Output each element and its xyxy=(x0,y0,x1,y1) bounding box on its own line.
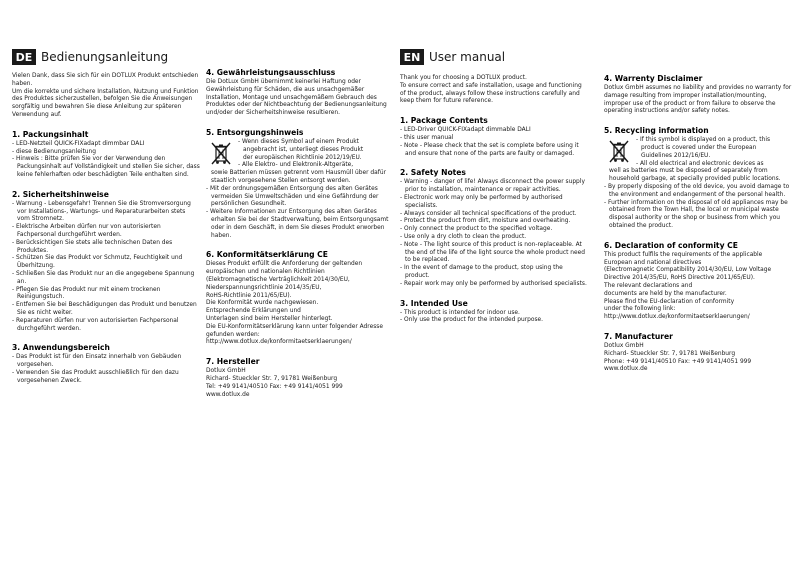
de-column-2 xyxy=(206,68,394,409)
list-item: - Verwenden Sie das Produkt ausschließlich für den dazu vorgesehenen Zweck. xyxy=(12,369,179,384)
en-s3-heading: 3. Intended Use xyxy=(400,298,468,308)
list-item: - LED-Driver QUICK-FIXadapt dimmable DALI xyxy=(400,127,531,134)
list-item: - Note - The light source of this product is non-replaceable. At the end of the life of the light source the whole product need to be replaced. xyxy=(400,241,585,264)
en-s7-heading: 7. Manufacturer xyxy=(604,331,673,341)
list-item: - Reparaturen dürfen nur von autorisierten Fachpersonal durchgeführt werden. xyxy=(12,317,179,332)
en-s4-heading: 4. Warrenty Disclaimer xyxy=(604,74,703,83)
list-item: - this user manual xyxy=(400,134,454,141)
en-title: User manual xyxy=(429,50,506,64)
list-item: - Elektrische Arbeiten dürfen nur von autorisierten Fachpersonal durchgeführt werden. xyxy=(12,224,161,238)
list-item: - Only connect the product to the specified voltage. xyxy=(400,226,553,233)
de-s2-heading: 2. Sicherheitshinweise xyxy=(12,189,109,199)
de-s5-heading: 5. Entsorgungshinweis xyxy=(206,127,304,137)
en-lang-badge: EN xyxy=(400,49,424,65)
list-item: - In the event of damage to the product, stop using the product. xyxy=(400,265,563,279)
list-item: - Pflegen Sie das Produkt nur mit einem trockenen Reinigungstuch. xyxy=(12,286,161,301)
list-item: - This product is intended for indoor use. xyxy=(400,309,520,316)
en-s2-heading: 2. Safety Notes xyxy=(400,168,466,178)
list-item: - diese Bedienungsanleitung xyxy=(12,148,96,155)
list-item: - Warning - danger of life! Always disconnect the power supply prior to installation, maintenance or repair activities. xyxy=(400,179,585,194)
en-s5-icon-line: Guidelines 2012/16/EU. xyxy=(641,152,711,159)
list-item: - Berücksichtigen Sie stets alle technischen Daten des Produktes. xyxy=(12,239,173,254)
de-s5-icon-line: der europäischen Richtlinie 2012/19/EU. xyxy=(243,154,362,161)
de-column-1 xyxy=(12,73,200,396)
en-recycling-block xyxy=(604,137,792,168)
page-en xyxy=(400,0,808,568)
list-item: - Wenn dieses Symbol auf einem Produkt xyxy=(238,138,359,145)
list-item: - Note - Please check that the set is complete before using it and ensure that none of the parts are faulty or damaged. xyxy=(400,142,579,157)
list-item: - Protect the product from dirt, moisture and overheating. xyxy=(400,218,571,225)
list-item: - Schließen Sie das Produkt nur an die angegebene Spannung an. xyxy=(12,270,195,285)
de-s7-text: Dotlux GmbH Richard- Stueckler Str. 7, 91781 Weißenburg Tel: +49 9141/40510 Fax: +49 9141/4051 999 www.dotlux.de xyxy=(206,368,343,398)
list-item: - All old electrical and electronic devices as xyxy=(636,160,764,167)
de-lang-badge: DE xyxy=(12,49,36,65)
de-intro: Vielen Dank, dass Sie sich für ein DOTLUX Produkt entschieden haben. Um die korrekte und sichere Installation, Nutzung und Funktion des Produktes sicherzustellen, befolgen Sie die Anweisungen sorgfältig und bewahren Sie diese Anleitung zur späteren Verwendung auf. xyxy=(12,73,199,118)
list-item: - Always consider all technical specifications of the product. xyxy=(400,210,577,217)
de-s4-text: Die DotLux GmbH übernimmt keinerlei Haftung oder Gewährleistung für Schäden, die aus unsachgemäßer Installation, Montage und unsachgemäßem Gebrauch des Produktes oder der Nichtbeachtung der Bedienungsanleitung und/oder der Sicherheitshinweise resultieren. xyxy=(206,79,387,117)
en-column-2 xyxy=(604,74,792,384)
list-item: - Further information on the disposal of old appliances may be obtained from the Town Hall, the local or municipal waste disposal authority or the shop or business from which you obtained the product. xyxy=(604,199,788,229)
en-s6-heading: 6. Declaration of conformity CE xyxy=(604,240,738,250)
en-column-1 xyxy=(400,75,588,335)
list-item: - Repair work may only be performed by authorised specialists. xyxy=(400,280,587,287)
en-s1-heading: 1. Package Contents xyxy=(400,116,488,126)
de-s3-heading: 3. Anwendungsbereich xyxy=(12,343,110,353)
en-s5-icon-line: product is covered under the European xyxy=(641,144,757,151)
en-s5-cont: well as batteries must be disposed of separately from household garbage, at specially provided public locations. xyxy=(609,168,781,183)
list-item: - Entfernen Sie bei Beschädigungen das Produkt und benutzen Sie es nicht weiter. xyxy=(12,302,197,316)
de-s7-heading: 7. Hersteller xyxy=(206,357,260,367)
de-s6-text: Dieses Produkt erfüllt die Anforderung der geltenden europäischen und nationalen Richtlinien (Elektromagnetische Verträglichkeit 2014/30/EU, Niederspannungsrichtlinie 2014/35/EU, RoHS-Richtlinie 2011/65/EU). Die Konformität wurde nachgewiesen. Entsprechende Erklärungen und Unterlagen sind beim Hersteller hinterlegt. Die EU-Konformitätserklärung kann unter folgender Adresse gefunden werden: http://www.dotlux.de/konformitaetserklaerungen/ xyxy=(206,261,383,346)
list-item: - LED-Netzteil QUICK-FIXadapt dimmbar DALI xyxy=(12,140,145,147)
de-title: Bedienungsanleitung xyxy=(41,50,169,64)
list-item: - Schützen Sie das Produkt vor Schmutz, Feuchtigkeit und Überhitzung. xyxy=(12,255,183,270)
de-s4-heading: 4. Gewährleistungsausschluss xyxy=(206,68,336,77)
list-item: - Alle Elektro- und Elektronik-Altgeräte, xyxy=(238,162,354,169)
list-item: - If this symbol is displayed on a product, this xyxy=(636,137,771,144)
en-s6-text: This product fulfils the requirements of the applicable European and national directives (Electromagnetic Compatibility 2014/30/EU, Low Voltage Directive 2014/35/EU, RoHS Directive 2011/65/EU). The relevant declarations and documents are held by the manufacturer. Please find the EU-declaration of conformity under the following link: http://www.dotlux.de/konformitaetserklaerungen/ xyxy=(604,251,772,321)
de-s6-heading: 6. Konformitätserklärung CE xyxy=(206,250,328,260)
list-item: - Hinweis : Bitte prüfen Sie vor der Verwendung den Packungsinhalt auf Vollständigkeit und stellen Sie sicher, dass keine fehlerhaften oder beschädigten Teile enthalten sind. xyxy=(12,156,200,178)
crossed-bin-icon xyxy=(208,140,234,166)
de-s5-icon-line: angebracht ist, unterliegt dieses Produkt xyxy=(243,146,364,153)
list-item: - Electronic work may only be performed by authorised specialists. xyxy=(400,194,563,209)
en-intro: Thank you for choosing a DOTLUX product. To ensure correct and safe installation, usage and functioning of the product, always follow these instructions carefully and keep them for future reference. xyxy=(400,75,582,105)
list-item: - Weitere Informationen zur Entsorgung des alten Gerätes erhalten Sie bei der Stadtverwaltung, beim Entsorgungsamt oder in dem Geschäft, in dem Sie dieses Produkt erworben haben. xyxy=(206,209,389,239)
en-header xyxy=(400,48,505,66)
list-item: - Use only a dry cloth to clean the product. xyxy=(400,233,527,240)
de-s1-heading: 1. Packungsinhalt xyxy=(12,129,89,139)
de-recycling-block xyxy=(206,139,394,170)
list-item: - Das Produkt ist für den Einsatz innerhalb von Gebäuden vorgesehen. xyxy=(12,354,182,369)
list-item: - By properly disposing of the old device, you avoid damage to the environment and endangerment of the personal health. xyxy=(604,183,790,198)
de-header xyxy=(12,48,168,66)
en-s5-heading: 5. Recycling information xyxy=(604,126,709,136)
list-item: - Only use the product for the intended purpose. xyxy=(400,317,544,324)
list-item: - Warnung - Lebensgefahr! Trennen Sie die Stromversorgung vor Installations-, Wartungs- und Reparaturarbeiten stets vom Stromnetz. xyxy=(12,200,191,223)
de-s5-cont: sowie Batterien müssen getrennt vom Hausmüll über dafür staatlich vorgesehene Stellen entsorgt werden. xyxy=(211,170,387,184)
list-item: - Mit der ordnungsgemäßen Entsorgung des alten Gerätes vermeiden Sie Umweltschäden und eine Gefährdung der persönlichen Gesundheit. xyxy=(206,185,379,208)
crossed-bin-icon xyxy=(606,138,632,164)
en-s7-text: Dotlux GmbH Richard- Stueckler Str. 7, 91781 Weißenburg Phone: +49 9141/40510 Fax: +49 9141/4051 999 www.dotlux.de xyxy=(604,342,752,373)
en-s4-text: Dotlux GmbH assumes no liability and provides no warranty for damage resulting from improper installation/mounting, improper use of the product or from failure to observe the operating instructions and/or safety notes. xyxy=(604,85,792,115)
